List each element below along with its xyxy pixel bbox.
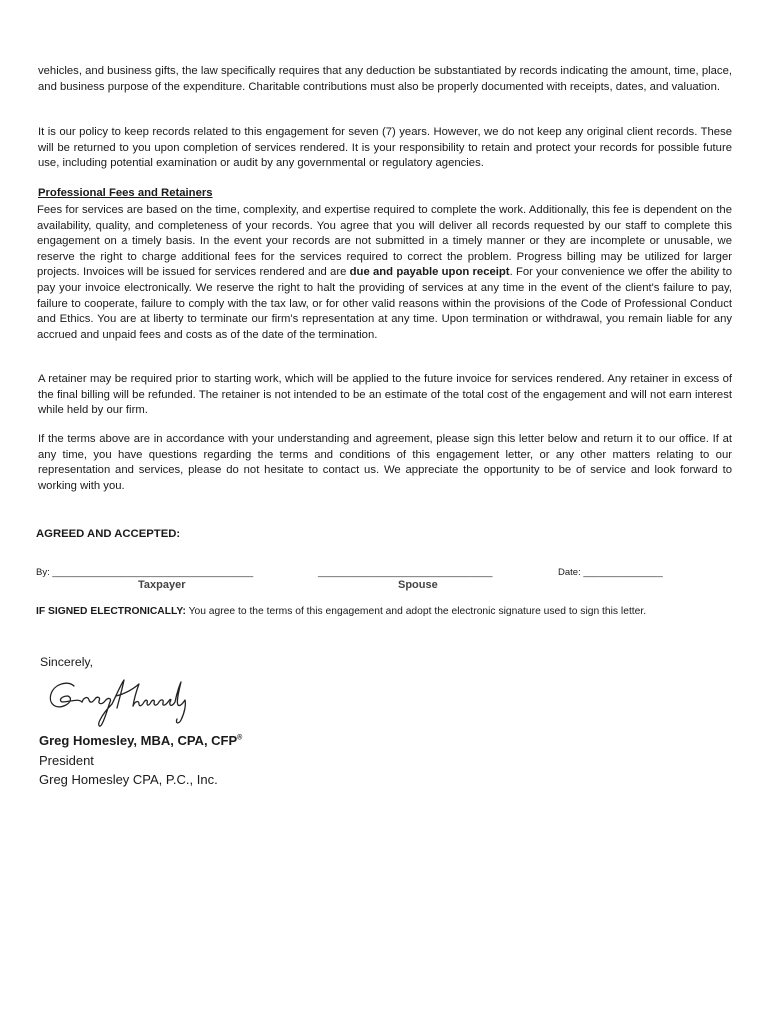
agreed-and-accepted-heading: AGREED AND ACCEPTED:	[36, 528, 181, 540]
taxpayer-signature-line: By: ______________________________________	[36, 567, 254, 578]
signer-name-text: Greg Homesley, MBA, CPA, CFP	[39, 733, 238, 748]
registered-mark: ®	[237, 734, 243, 742]
paragraph-records-policy: It is our policy to keep records related to this engagement for seven (7) years. However, we do not keep any original client records. These will be returned to you upon completion of services rendered. It is your responsibility to retain and protect your records for possible future use, including potential examination or audit by any governmental or regulatory agencies.	[38, 126, 732, 170]
electronic-label: IF SIGNED ELECTRONICALLY:	[36, 606, 186, 617]
closing-sincerely: Sincerely,	[40, 655, 94, 669]
paragraph-records-substantiation: vehicles, and business gifts, the law specifically requires that any deduction be substantiated by records indicating the amount, time, place, and business purpose of the expenditure. Charitable contributions must also be properly documented with receipts, dates, and valuation.	[38, 65, 732, 93]
firm-name: Greg Homesley CPA, P.C., Inc.	[39, 772, 218, 787]
electronic-text: You agree to the terms of this engagement and adopt the electronic signature used to sign this letter.	[185, 606, 647, 617]
spouse-signature-line: _________________________________	[318, 567, 493, 578]
fees-text-start: Fees for services are based on the time, complexity, and expertise required to complete the work. Additionally, this fee is dependent on the availability, quality, and completeness of your records. You agree that you will deliver all records requested by our staff to complete this engagement on a timely basis. In the event your records are not submitted in a timely manner or they are incomplete or unusable, we reserve the right to charge additional fees for the services required to correct the problem. Progress billing may be utilized for larger projects. Invoices will be issued for services rendered and are	[37, 204, 732, 279]
section-heading-fees: Professional Fees and Retainers	[38, 187, 213, 199]
fees-text-bold: due and payable upon receipt	[349, 266, 510, 279]
electronic-signature-notice	[36, 606, 646, 617]
paragraph-fees	[37, 203, 732, 343]
handwritten-signature	[44, 672, 194, 730]
taxpayer-caption: Taxpayer	[138, 579, 186, 591]
spouse-caption: Spouse	[398, 579, 438, 591]
paragraph-agreement: If the terms above are in accordance with your understanding and agreement, please sign this letter below and return it to our office. If at any time, you have questions regarding the terms and conditions of this engagement letter, or any other matters relating to our representation and services, please do not hesitate to contact us. We appreciate the opportunity to be of service and look forward to working with you.	[38, 433, 732, 492]
fees-text-end: . For your convenience we offer the ability to pay your invoice electronically. We reserve the right to halt the providing of services at any time in the event of the client's failure to pay, failure to cooperate, failure to comply with the tax law, or for other valid reasons within the provisions of the Code of Professional Conduct and Ethics. You are at liberty to terminate our firm's representation at any time. Upon termination or withdrawal, you remain liable for any accrued and unpaid fees and costs as of the date of the termination.	[37, 266, 732, 341]
paragraph-retainer: A retainer may be required prior to starting work, which will be applied to the future invoice for services rendered. Any retainer in excess of the final billing will be refunded. The retainer is not intended to be an estimate of the total cost of the engagement and will not earn interest while held by our firm.	[38, 373, 732, 417]
signer-name	[39, 733, 242, 748]
date-line: Date: _______________	[558, 567, 663, 578]
signer-title: President	[39, 753, 94, 768]
